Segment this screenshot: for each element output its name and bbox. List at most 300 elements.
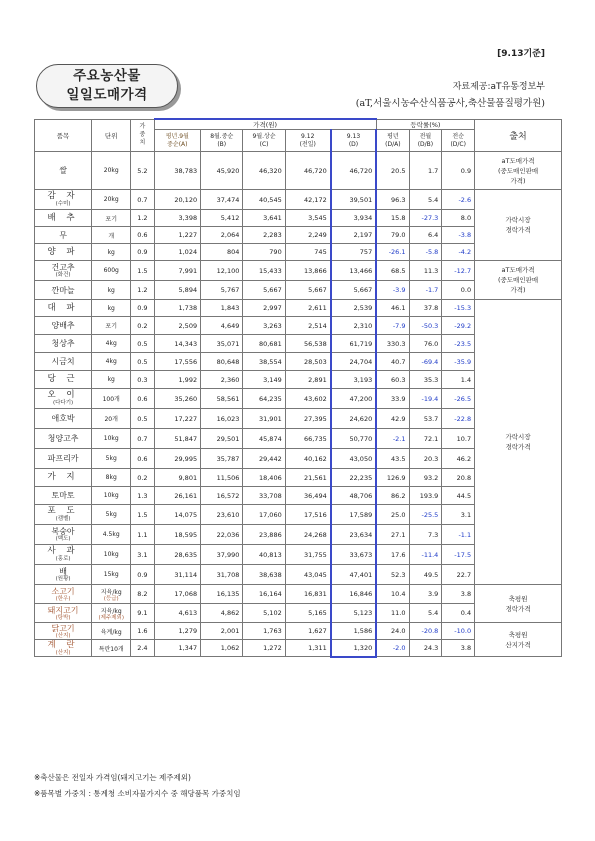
price-lastmonth-cell: 2,064 [201,227,243,244]
item-unit-text: 육계/kg [100,628,122,636]
change-10day-cell: 3.8 [442,585,475,604]
change-10day-cell: -1.1 [442,525,475,545]
item-name: 배 [59,567,67,576]
price-normal-cell: 14,343 [154,335,201,353]
change-normal-cell: 11.0 [376,604,409,623]
price-today-cell: 2,310 [331,317,377,335]
weight-cell: 1.1 [131,525,154,545]
price-today-cell: 50,770 [331,429,377,449]
item-unit [92,525,131,545]
price-lastmonth-cell: 4,862 [201,604,243,623]
change-normal-cell: 25.0 [376,505,409,525]
item-name: 당 근 [47,374,79,384]
weight-cell: 0.2 [131,469,154,487]
weight-cell: 0.6 [131,389,154,409]
price-prev10-cell: 40,813 [243,545,285,565]
item-name: 시금치 [51,357,75,366]
price-lastmonth-cell: 58,561 [201,389,243,409]
change-month-cell: -11.4 [409,545,442,565]
price-yesterday-cell: 3,545 [285,210,331,227]
price-yesterday-cell: 1,311 [285,640,331,657]
item-name-cell [35,525,92,545]
price-normal-cell: 1,279 [154,623,201,640]
price-normal-cell: 20,120 [154,190,201,210]
price-normal-cell: 1,992 [154,371,201,389]
item-name-cell [35,449,92,469]
source-cell [475,623,562,657]
change-10day-cell: -2.6 [442,190,475,210]
item-name-cell [35,281,92,300]
price-normal-cell: 38,783 [154,152,201,190]
change-normal-cell: 42.9 [376,409,409,429]
change-normal-cell: -3.9 [376,281,409,300]
price-normal-cell: 4,613 [154,604,201,623]
change-month-cell: -20.8 [409,623,442,640]
change-10day-cell: -23.5 [442,335,475,353]
page-title-box [36,64,178,108]
price-prev10-cell: 38,554 [243,353,285,371]
price-today-cell: 48,706 [331,487,377,505]
item-name-cell [35,604,92,623]
header-price-b: 8월.중순 (B) [201,130,243,152]
price-today-cell: 61,719 [331,335,377,353]
item-name: 청양고추 [47,434,79,443]
price-yesterday-cell: 2,514 [285,317,331,335]
page-title-line1: 주요농산물 [73,68,141,84]
item-name-cell [35,371,92,389]
item-name-cell [35,623,92,640]
item-unit-text: 포기 [105,323,117,330]
item-unit-text: 15kg [103,571,119,578]
weight-cell: 5.2 [131,152,154,190]
price-yesterday-cell: 24,268 [285,525,331,545]
item-unit-text: 포기 [105,215,117,223]
item-name: 소고기 [51,586,75,596]
item-unit [92,317,131,335]
weight-cell: 0.2 [131,317,154,335]
price-normal-cell: 18,595 [154,525,201,545]
price-prev10-cell: 33,708 [243,487,285,505]
change-10day-cell: 20.8 [442,469,475,487]
item-name-cell [35,469,92,487]
price-today-cell: 46,720 [331,152,377,190]
weight-cell: 3.1 [131,545,154,565]
price-prev10-cell: 23,886 [243,525,285,545]
price-prev10-cell: 3,149 [243,371,285,389]
header-unit: 단위 [92,119,131,152]
base-date: [9.13기준] [497,49,545,59]
change-normal-cell: 79.0 [376,227,409,244]
item-unit [92,389,131,409]
item-variety: (원황) [55,576,71,582]
price-lastmonth-cell: 22,036 [201,525,243,545]
price-prev10-cell: 18,406 [243,469,285,487]
item-unit [92,449,131,469]
item-name: 토마토 [51,491,75,500]
item-unit-text: 특란10개 [98,645,124,653]
price-normal-cell: 2,509 [154,317,201,335]
change-month-cell: 3.9 [409,585,442,604]
price-today-cell: 47,401 [331,565,377,585]
item-unit [92,227,131,244]
change-10day-cell: -12.7 [442,261,475,281]
item-name-cell [35,190,92,210]
item-unit [92,190,131,210]
price-lastmonth-cell: 29,501 [201,429,243,449]
item-name: 쌀 [59,166,67,175]
header-change-c: 전순 (D/C) [442,130,475,152]
header-price-group: 가격(원) [154,119,376,130]
source-line: 가격) [510,286,526,294]
price-lastmonth-cell: 2,360 [201,371,243,389]
table-row [35,190,562,210]
change-normal-cell: 43.5 [376,449,409,469]
change-month-cell: 72.1 [409,429,442,449]
weight-cell: 0.5 [131,335,154,353]
item-unit-text: 10kg [103,492,119,499]
item-name: 포 도 [47,506,79,516]
item-name: 오 이 [47,390,79,400]
item-unit [92,335,131,353]
change-10day-cell: 22.7 [442,565,475,585]
change-10day-cell: -10.0 [442,623,475,640]
price-today-cell: 23,634 [331,525,377,545]
price-table [34,118,562,658]
price-yesterday-cell: 43,602 [285,389,331,409]
item-unit [92,244,131,261]
price-today-cell: 22,235 [331,469,377,487]
change-month-cell: 93.2 [409,469,442,487]
price-yesterday-cell: 36,494 [285,487,331,505]
price-normal-cell: 14,075 [154,505,201,525]
header-change-group: 등락률(%) [376,119,474,130]
item-variety: (탕박) [55,614,71,621]
price-normal-cell: 3,398 [154,210,201,227]
price-lastmonth-cell: 80,648 [201,353,243,371]
item-unit [92,623,131,640]
page-title-line2: 일일도매가격 [66,87,148,103]
item-name-cell [35,227,92,244]
price-prev10-cell: 40,545 [243,190,285,210]
item-unit-note: (등급) [103,595,119,602]
price-lastmonth-cell: 37,474 [201,190,243,210]
item-unit-text: 20개 [104,416,118,423]
source-line: aT도매가격 [501,266,535,274]
change-month-cell: -19.4 [409,389,442,409]
price-today-cell: 5,667 [331,281,377,300]
item-unit [92,469,131,487]
price-yesterday-cell: 2,611 [285,300,331,317]
price-lastmonth-cell: 16,135 [201,585,243,604]
item-unit [92,585,131,604]
change-10day-cell: -26.5 [442,389,475,409]
price-today-cell: 24,704 [331,353,377,371]
footnote-1: ※축산물은 전일자 가격임(돼지고기는 제주제외) [34,773,191,782]
price-today-cell: 24,620 [331,409,377,429]
source-cell [475,585,562,623]
change-normal-cell: 17.6 [376,545,409,565]
change-10day-cell: 0.4 [442,604,475,623]
item-name: 배 추 [47,212,79,223]
item-name: 사 과 [47,546,79,556]
price-prev10-cell: 5,102 [243,604,285,623]
item-name: 계 란 [47,639,79,650]
source-line: 산지가격 [505,640,531,649]
change-normal-cell: 86.2 [376,487,409,505]
source-line2: (aT,서울시농수산식품공사,축산물품질평가원) [355,98,545,109]
change-month-cell: 49.5 [409,565,442,585]
item-unit [92,371,131,389]
price-yesterday-cell: 31,755 [285,545,331,565]
price-prev10-cell: 5,667 [243,281,285,300]
change-10day-cell: -3.8 [442,227,475,244]
price-prev10-cell: 16,164 [243,585,285,604]
price-today-cell: 39,501 [331,190,377,210]
item-name: 복숭아 [51,527,75,536]
price-yesterday-cell: 42,172 [285,190,331,210]
item-variety: (산지) [55,632,71,639]
change-normal-cell: -2.0 [376,640,409,657]
item-unit [92,487,131,505]
price-prev10-cell: 17,060 [243,505,285,525]
change-10day-cell: 0.0 [442,281,475,300]
item-variety: (다다기) [52,400,74,406]
item-name: 돼지고기 [47,605,79,615]
price-table-body [35,152,562,657]
weight-cell: 0.7 [131,429,154,449]
price-yesterday-cell: 13,866 [285,261,331,281]
price-lastmonth-cell: 45,920 [201,152,243,190]
price-prev10-cell: 3,263 [243,317,285,335]
item-name: 양 파 [47,246,79,257]
footnote-2: ※품목별 가중치 : 통계청 소비자물가지수 중 해당품목 가중치임 [34,789,241,798]
table-row [35,585,562,604]
source-cell [475,261,562,300]
change-10day-cell: 1.4 [442,371,475,389]
source-line: 경락가격 [505,443,531,451]
price-yesterday-cell: 2,891 [285,371,331,389]
item-name-cell [35,300,92,317]
price-lastmonth-cell: 12,100 [201,261,243,281]
item-unit [92,353,131,371]
change-month-cell: 1.7 [409,152,442,190]
header-change-b: 전월 (D/B) [409,130,442,152]
price-prev10-cell: 2,997 [243,300,285,317]
weight-cell: 2.4 [131,640,154,657]
price-prev10-cell: 15,433 [243,261,285,281]
item-unit-text: 5kg [105,455,117,462]
change-normal-cell: 24.0 [376,623,409,640]
change-normal-cell: 68.5 [376,261,409,281]
price-today-cell: 16,846 [331,585,377,604]
source-cell [475,152,562,190]
source-line: (중도매인판매 [497,276,539,284]
item-unit [92,409,131,429]
price-yesterday-cell: 56,538 [285,335,331,353]
weight-cell: 0.5 [131,353,154,371]
item-variety: (홍로) [55,556,71,562]
item-unit-text: kg [107,376,115,383]
item-variety: (백도) [55,536,71,542]
item-unit [92,300,131,317]
item-name-cell [35,244,92,261]
change-month-cell: 5.4 [409,190,442,210]
item-unit-text: 4kg [105,340,117,347]
change-normal-cell: 96.3 [376,190,409,210]
change-10day-cell: 3.8 [442,640,475,657]
item-name: 파프리카 [47,454,79,463]
change-normal-cell: -26.1 [376,244,409,261]
item-unit-text: 5kg [105,511,117,518]
price-yesterday-cell: 27,395 [285,409,331,429]
price-normal-cell: 31,114 [154,565,201,585]
change-normal-cell: -2.1 [376,429,409,449]
item-name-cell [35,335,92,353]
price-normal-cell: 29,995 [154,449,201,469]
item-name-cell [35,389,92,409]
item-unit [92,604,131,623]
item-name: 닭고기 [51,623,75,633]
item-name-cell [35,317,92,335]
item-variety: (한우) [55,595,71,602]
price-yesterday-cell: 5,667 [285,281,331,300]
weight-cell: 0.6 [131,449,154,469]
item-variety: (수미) [55,201,71,207]
change-10day-cell: 3.1 [442,505,475,525]
price-normal-cell: 35,260 [154,389,201,409]
header-change-a: 평년 (D/A) [376,130,409,152]
weight-cell: 9.1 [131,604,154,623]
item-name: 건고추 [51,263,75,272]
price-prev10-cell: 3,641 [243,210,285,227]
price-today-cell: 2,539 [331,300,377,317]
change-normal-cell: 27.1 [376,525,409,545]
price-today-cell: 2,197 [331,227,377,244]
source-line: 경락가격 [505,226,531,234]
change-normal-cell: 126.9 [376,469,409,487]
price-yesterday-cell: 17,516 [285,505,331,525]
source-line: (중도매인판매 [497,166,539,175]
item-unit [92,210,131,227]
table-row [35,300,562,317]
change-month-cell: 193.9 [409,487,442,505]
weight-cell: 0.6 [131,227,154,244]
weight-cell: 8.2 [131,585,154,604]
item-unit-text: kg [107,304,115,312]
price-prev10-cell: 1,763 [243,623,285,640]
price-today-cell: 3,934 [331,210,377,227]
source-line: 가락시장 [505,216,531,224]
price-lastmonth-cell: 804 [201,244,243,261]
change-10day-cell: 44.5 [442,487,475,505]
price-yesterday-cell: 43,045 [285,565,331,585]
change-month-cell: -50.3 [409,317,442,335]
price-lastmonth-cell: 2,001 [201,623,243,640]
price-lastmonth-cell: 11,506 [201,469,243,487]
price-today-cell: 43,050 [331,449,377,469]
price-today-cell: 1,586 [331,623,377,640]
price-normal-cell: 9,801 [154,469,201,487]
change-month-cell: 24.3 [409,640,442,657]
weight-cell: 1.6 [131,623,154,640]
item-name-cell [35,505,92,525]
price-normal-cell: 17,556 [154,353,201,371]
item-name: 감 자 [47,191,79,201]
table-row [35,623,562,640]
price-normal-cell: 17,068 [154,585,201,604]
source-line: 축평원 [508,630,528,639]
weight-cell: 1.3 [131,487,154,505]
item-name-cell [35,409,92,429]
item-unit-text: 지육/kg [100,588,122,596]
price-prev10-cell: 38,638 [243,565,285,585]
price-yesterday-cell: 66,735 [285,429,331,449]
price-prev10-cell: 46,320 [243,152,285,190]
item-unit-text: 4.5kg [102,531,120,538]
price-lastmonth-cell: 5,412 [201,210,243,227]
price-normal-cell: 1,738 [154,300,201,317]
item-name: 양배추 [51,321,75,330]
source-line: 가격) [510,176,526,185]
item-unit-text: 600g [103,267,119,274]
item-unit [92,505,131,525]
price-prev10-cell: 29,442 [243,449,285,469]
change-normal-cell: -7.9 [376,317,409,335]
item-name: 대 파 [47,302,79,313]
price-lastmonth-cell: 31,708 [201,565,243,585]
price-normal-cell: 1,227 [154,227,201,244]
item-name-cell [35,565,92,585]
change-10day-cell: 8.0 [442,210,475,227]
item-unit [92,545,131,565]
item-unit [92,565,131,585]
item-unit-text: 20kg [103,167,119,174]
change-month-cell: 20.3 [409,449,442,469]
price-lastmonth-cell: 1,843 [201,300,243,317]
change-10day-cell: -17.5 [442,545,475,565]
item-unit [92,152,131,190]
item-unit-text: kg [107,248,115,256]
item-unit-text: 10kg [103,551,119,558]
item-unit-text: 20kg [103,196,119,203]
change-month-cell: 35.3 [409,371,442,389]
price-normal-cell: 7,991 [154,261,201,281]
change-month-cell: -1.7 [409,281,442,300]
price-prev10-cell: 64,235 [243,389,285,409]
source-line: 경락가격 [505,604,531,613]
price-normal-cell: 1,024 [154,244,201,261]
price-today-cell: 1,320 [331,640,377,657]
header-price-d: 9.13 (D) [331,130,377,152]
item-name: 애호박 [51,414,75,423]
header-item: 품목 [35,119,92,152]
item-unit-text: 10kg [103,435,119,442]
change-month-cell: -27.3 [409,210,442,227]
change-normal-cell: 33.9 [376,389,409,409]
change-normal-cell: 46.1 [376,300,409,317]
header-price-prev: 9.12 (전일) [285,130,331,152]
item-unit [92,281,131,300]
price-today-cell: 757 [331,244,377,261]
weight-cell: 0.9 [131,300,154,317]
change-10day-cell: -4.2 [442,244,475,261]
price-lastmonth-cell: 23,610 [201,505,243,525]
source-line: 가락시장 [505,433,531,441]
source-line: 축평원 [508,594,528,603]
change-month-cell: 37.8 [409,300,442,317]
item-unit-text: 8kg [105,474,117,481]
change-month-cell: -5.8 [409,244,442,261]
